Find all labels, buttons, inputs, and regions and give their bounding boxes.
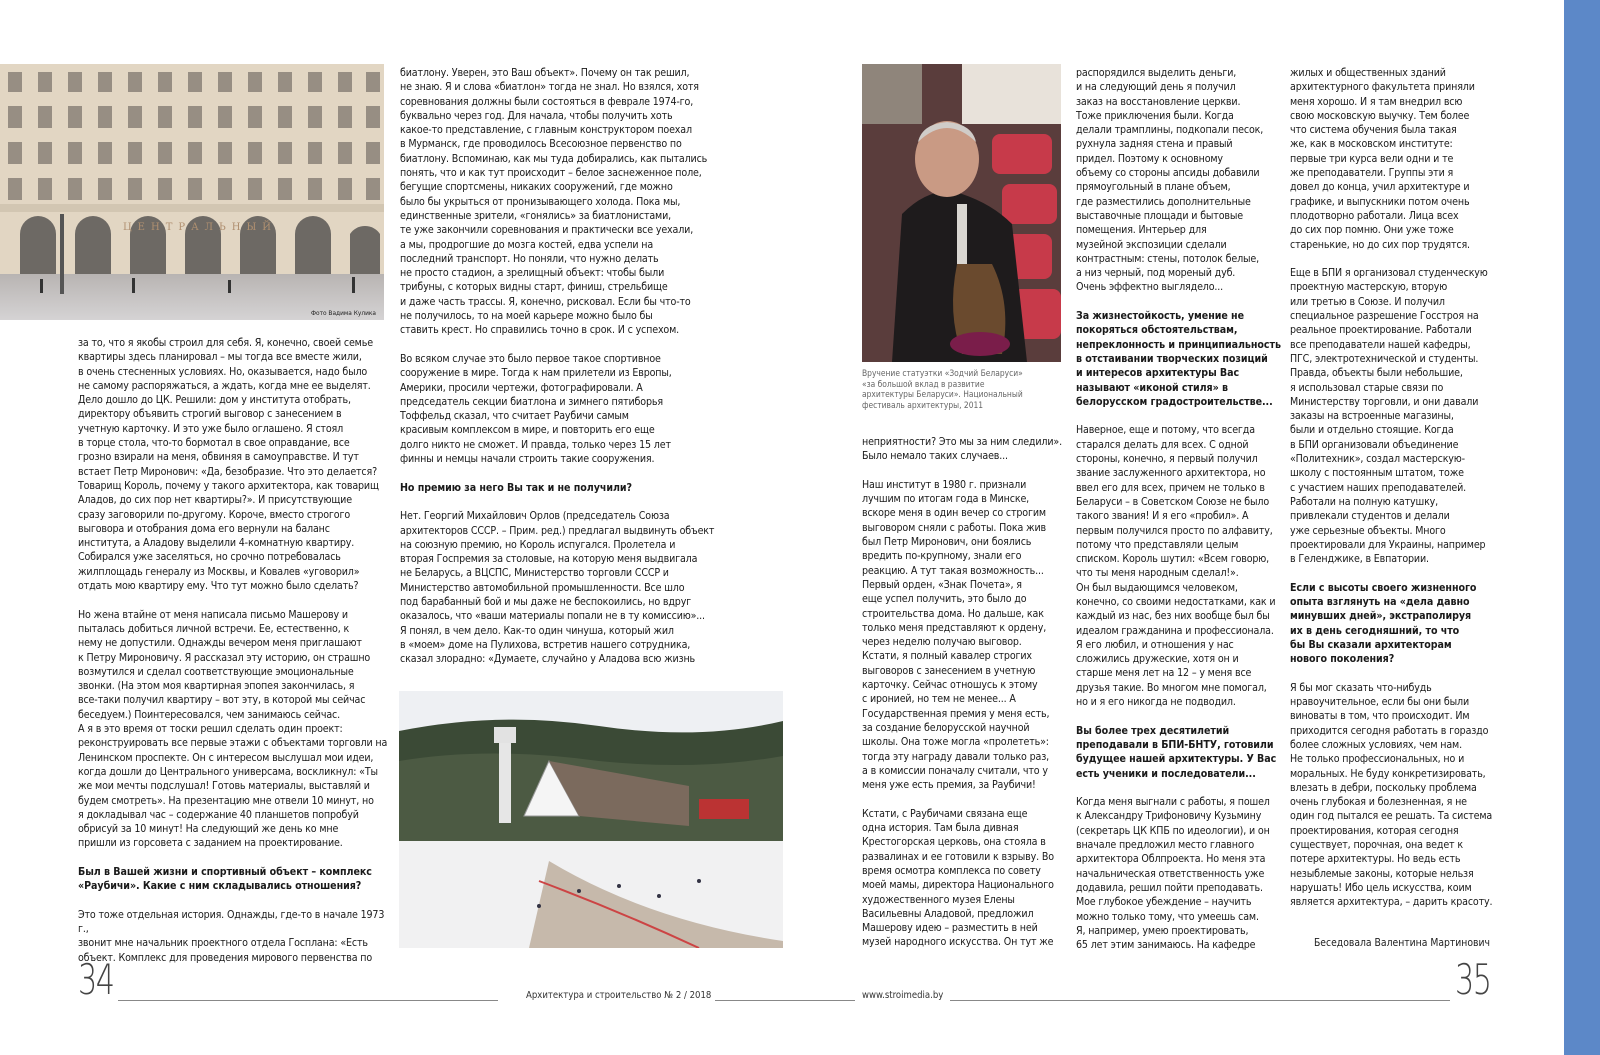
interview-question: Был в Вашей жизни и спортивный объект – комплекс «Раубичи». Какие с ним складывались отношения? [78,865,372,893]
footer-rule-middle [715,1000,855,1001]
paragraph: Во всяком случае это было первое такое спортивное сооружение в мире. Тогда к нам прилетели из Европы, Америки, просили чертежи, фотографировали. А председатель секции биатлона и зимнего пятиборья Тоффельд сказал, что считает Раубичи самым красивым комплексом в мире, и повторить его еще долго никто не сможет. И правда, только через 15 лет финны и немцы начали строить такие сооружения. [400,352,672,466]
photo-central-store-building [0,64,384,320]
article-column-1 [78,336,388,979]
footer-rule-right [950,1000,1450,1001]
article-column-4 [1076,66,1286,967]
portrait-illustration [862,64,1061,362]
interview-question: Вы более трех десятилетий преподавали в БПИ-БНТУ, готовили будущее нашей архитектуры. У Вас есть ученики и последователи... [1076,724,1277,780]
raubichi-illustration [399,691,783,948]
page-number-left: 34 [78,955,114,1004]
article-column-3 [862,435,1072,964]
paragraph: Кстати, с Раубичами связана еще одна история. Там была дивная Крестогорская церковь, она стояла в развалинах и ее готовили к взрыву. Во время осмотра комплекса по совету моей мамы, директора Национального художественного музея Елены Васильевны Аладовой, предложил Машерову идею – разместить в ней музей народного искусства. Он тут же [862,807,1054,949]
paragraph: жилых и общественных зданий архитектурного факультета приняли меня хорошо. И я там внедрил всю свою московскую выучку. Тем более что система обучения была такая же, как в московском институте: первые три курса вели одни и те же преподаватели. Группы эти я довел до конца, учил архитектуре и графике, и выпускники потом очень плодотворно работали. Лица всех до сих пор помню. Они уже тоже старенькие, но до сих пор трудятся. [1290,67,1475,251]
interview-question: За жизнестойкость, умение не покоряться обстоятельствам, непреклонность и принципиальность в отстаивании творческих позиций и интересов архитектуры Вас называют «иконой стиля» в белорусском градостроительстве... [1076,310,1281,408]
paragraph: Это тоже отдельная история. Однажды, где-то в начале 1973 г., звонит мне начальник проектного отдела Госплана: «Есть объект. Комплекс для проведения мирового первенства по [78,908,385,964]
photo-architect-portrait [862,64,1061,362]
paragraph: Когда меня выгнали с работы, я пошел к Александру Трифоновичу Кузьмину (секретарь ЦК КПБ по идеологии), и он вначале предложил место главного архитектора Облпроекта. Но меня эта начальническая ответственность уже додавила, решил пойти преподавать. Мое глубокое убеждение – научить можно только тому, что умеешь сам. Я, например, умею проектировать, 65 лет этим занимаюсь. На кафедре [1076,796,1270,952]
paragraph: Но жена втайне от меня написала письмо Машерову и пыталась добиться личной встречи. Ее, естественно, к нему не допустили. Однажды вечером меня приглашают к Петру Мироновичу. Я рассказал эту историю, он страшно возмутился и сделал соответствующие эмоциональные звонки. (На этом моя квартирная эпопея закончилась, я все-таки получил квартиру – вот эту, в которой мы сейчас беседуем.) Поинтересовался, чем занимаюсь сейчас. А я в это время от тоски решил сделать один проект: реконструировать все первые этажи с объектами торговли на Ленинском проспекте. Он с интересом выслушал мои идеи, когда дошли до Центрального универсама, воскликнул: «Ты же мои мечты подслушал! Готовь материалы, выставляй и будем смотреть». На презентацию мне отвели 10 минут, но я докладывал час – содержание 40 планшетов попробуй обрисуй за 10 минут! На следующий же день ко мне пришли из горсовета с заданием на проектирование. [78,608,388,850]
magazine-issue: Архитектура и строительство № 2 / 2018 [526,990,712,1001]
page-number-right: 35 [1455,955,1491,1004]
store-sign: ЦЕНТРАЛЬНЫЙ [122,222,278,233]
paragraph: Еще в БПИ я организовал студенческую проектную мастерскую, вторую или третью в Союзе. И получил специальное разрешение Госстроя на реальное проектирование. Работали все преподаватели нашей кафедры, ПГС, электротехнической и студенты. Правда, объекты были небольшие, я использовал старые связи по Министерству торговли, и они давали заказы на встроенные магазины, были и отдельно стоящие. Когда в БПИ организовали объединение «Политехник», создал мастерскую- школу с постоянным штатом, тоже с участием наших преподавателей. Работали на полную катушку, привлекали студентов и делали уже серьезные объекты. Много проектировали для Украины, например в Геленджике, в Евпатории. [1290,267,1488,566]
interview-question: Но премию за него Вы так и не получили? [400,481,633,494]
photo-credit: Фото Вадима Кулика [310,309,376,317]
website-link[interactable]: www.stroimedia.by [862,990,944,1001]
paragraph: Наверное, еще и потому, что всегда старался делать для всех. С одной стороны, конечно, я первый получил звание заслуженного архитектора, но ввел его для всех, причем не только в Беларуси – в Советском Союзе не было такого звания! И я его «пробил». А первым получился просто по алфавиту, потому что представляли целым списком. Король шутил: «Всем говорю, что ты меня народным сделал!». Он был выдающимся человеком, конечно, со своими недостатками, как и каждый из нас, без них вообще был бы идеалом гражданина и профессионала. Я его любил, и отношения у нас сложились дружеские, хотя он и старше меня лет на 12 – у меня все друзья такие. Во многом мне помогал, но и я его никогда не подводил. [1076,424,1276,709]
portrait-caption: Вручение статуэтки «Зодчий Беларуси» «за большой вклад в развитие архитектуры Беларуси». Национальный фестиваль архитектуры, 2011 [862,368,1023,410]
building-illustration [0,64,384,320]
accent-edge-band [1564,0,1600,1055]
paragraph: за то, что я якобы строил для себя. Я, конечно, своей семье квартиры здесь планировал – мы тогда все вместе жили, в очень стесненных условиях. Но, оказывается, надо было не самому распоряжаться, а ждать, когда мне ее выделят. Дело дошло до ЦК. Решили: дом у института отобрать, директору объявить строгий выговор с занесением в учетную карточку. И это уже было оглашено. Я стоял в торце стола, что-то бормотал в свое оправдание, все грозно взирали на меня, обвиняя в самоуправстве. И тут встает Петр Миронович: «Да, безобразие. Что это делается? Товарищ Король, почему у такого архитектора, как товарищ Аладов, до сих пор нет квартиры?». И присутствующие сразу заговорили по-другому. Короче, вместо строгого выговора и отобрания дома его вернули на баланс института, а Аладову выделили 4-комнатную квартиру. Собирался уже заселяться, но срочно потребовалась жилплощадь генералу из Москвы, и Ковалев «уговорил» отдать мою квартиру ему. Что тут можно было сделать? [78,337,379,593]
article-column-5 [1290,66,1505,924]
paragraph: Я бы мог сказать что-нибудь нравоучительное, если бы они были виноваты в том, что происходит. Им приходится сегодня работать в гораздо более сложных условиях, чем нам. Не только профессиональных, но и моральных. Не буду конкретизировать, влезать в дебри, поскольку проблема очень глубокая и болезненная, я не один год пытался ее решать. Та система проектирования, которая сегодня существует, порочная, она ведет к потере архитектуры. Но ведь есть незыблемые законы, которые нельзя нарушать! Ибо цель искусства, коим является архитектура, – дарить красоту. [1290,681,1493,909]
article-column-2 [400,66,715,681]
paragraph: Нет. Георгий Михайлович Орлов (председатель Союза архитекторов СССР. – Прим. ред.) предлагал выдвинуть объект на союзную премию, но Король испугался. Пролетела и вторая Госпремия за столовые, на которую меня выдвигала не Беларусь, а ВЦСПС, Министерство торговли СССР и Министерство автомобильной промышленности. Все шло под барабанный бой и мы даже не беспокоились, но вдруг оказалось, что «ваши материалы попали не в ту комиссию»... Я понял, в чем дело. Как-то один чинуша, который жил в «моем» доме на Пулихова, встретив нашего сотрудника, сказал злорадно: «Думаете, случайно у Аладова всю жизнь [400,510,715,666]
interviewer-signature: Беседовала Валентина Мартинович [1313,937,1490,949]
photo-raubichi-complex [399,691,783,948]
paragraph: Наш институт в 1980 г. признали лучшим по итогам года в Минске, вскоре меня в один вечер со строгим выговором сняли с работы. Пока жив был Петр Миронович, они боялись вредить по-крупному, знали его реакцию. А тут такая возможность... Первый орден, «Знак Почета», я еще успел получить, это было до строительства дома. Но дальше, как только меня представляют к ордену, через неделю получаю выговор. Кстати, я полный кавалер строгих выговоров с занесением в учетную карточку. Сейчас отношусь к этому с иронией, но тем не менее... А Государственная премия у меня есть, за создание белорусской научной школы. Она тоже могла «пролететь»: тогда эту награду давали только раз, а в комиссии поначалу считали, что у меня уже есть премия, за Раубичи! [862,478,1050,792]
interview-question: Если с высоты своего жизненного опыта взглянуть на «дела давно минувших дней», экстраполируя их в день сегодняшний, то что бы Вы сказали архитекторам нового поколения? [1290,581,1477,666]
paragraph: неприятности? Это мы за ним следили». Было немало таких случаев... [862,436,1062,463]
paragraph: биатлону. Уверен, это Ваш объект». Почему он так решил, не знаю. Я и слова «биатлон» тогда не знал. Но взялся, хотя соревнования должны были состояться в феврале 1974-го, буквально через год. Для начала, чтобы получить хоть какое-то представление, с главным конструктором поехал в Мурманск, где проводилось Всесоюзное первенство по биатлону. Вспоминаю, как мы туда добирались, как пытались понять, что и как тут происходит – белое заснеженное поле, бегущие спортсмены, никаких сооружений, где можно было бы укрыться от пронизывающего холода. Пока мы, единственные зрители, «гонялись» за биатлонистами, те уже закончили соревнования и практически все уехали, а мы, продрогшие до мозга костей, едва успели на последний транспорт. Но поняли, что нужно делать не просто стадион, а зрелищный объект: чтобы были трибуны, с которых видны старт, финиш, стрельбище и даже часть трассы. Я, конечно, рисковал. Если бы что-то не получилось, то на моей карьере можно было бы ставить крест. Но справились точно в срок. И с успехом. [400,67,708,337]
paragraph: распорядился выделить деньги, и на следующий день я получил заказ на восстановление церкви. Тоже приключения были. Когда делали трамплины, подкопали песок, рухнула задняя стена и правый придел. Поэтому к основному объему со стороны апсиды добавили прямоугольный в плане объем, где разместились дополнительные выставочные площади и бытовые помещения. Интерьер для музейной экспозиции сделали контрастным: стены, потолок белые, а низ черный, под мореный дуб. Очень эффектно выглядело... [1076,67,1264,294]
footer-rule-left [118,1000,498,1001]
